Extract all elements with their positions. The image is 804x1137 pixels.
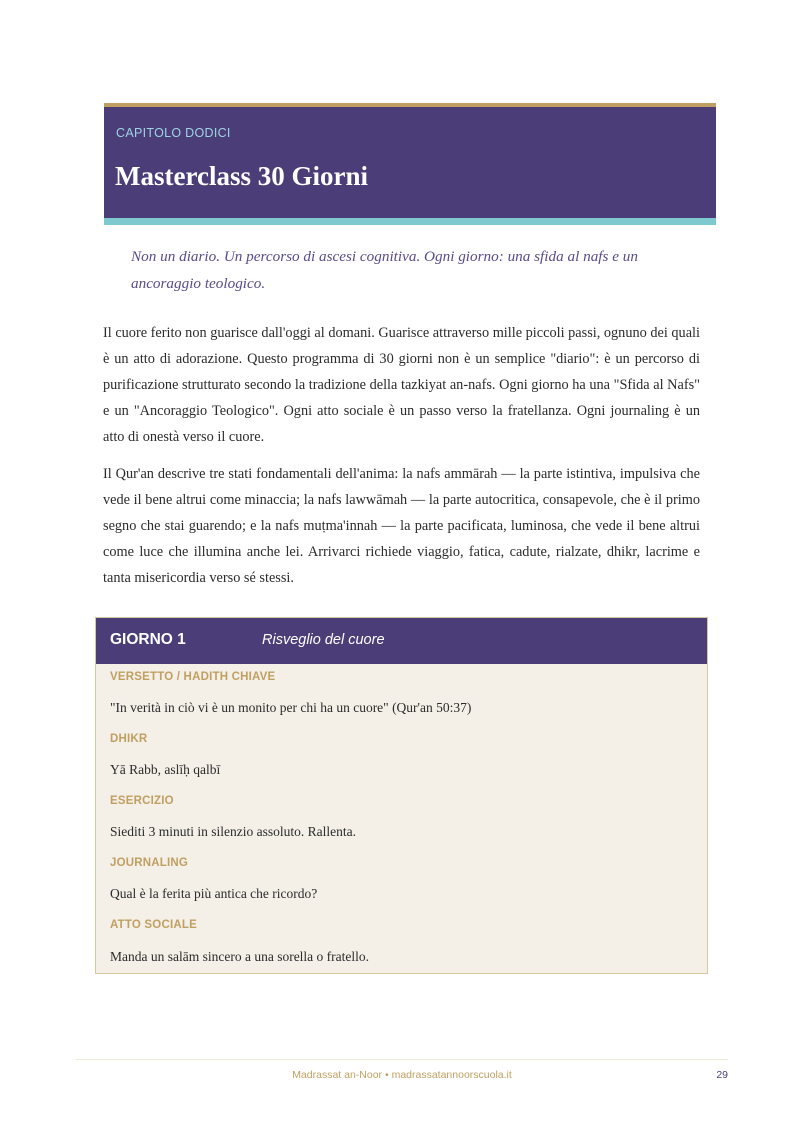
chapter-title: Masterclass 30 Giorni	[115, 161, 368, 191]
section-label-journaling: JOURNALING	[110, 857, 189, 869]
chapter-subtitle: Non un diario. Un percorso di ascesi cognitiva. Ogni giorno: una sfida al nafs e un ancoraggio teologico.	[131, 248, 638, 292]
chapter-header	[104, 103, 716, 225]
day-card	[95, 617, 708, 974]
section-label-exercise: ESERCIZIO	[110, 795, 174, 807]
chapter-label: CAPITOLO DODICI	[116, 126, 231, 140]
section-text-exercise: Siediti 3 minuti in silenzio assoluto. Rallenta.	[110, 824, 356, 839]
footer-divider	[76, 1059, 728, 1060]
section-label-verse: VERSETTO / HADITH CHIAVE	[110, 671, 276, 683]
section-text-journaling: Qual è la ferita più antica che ricordo?	[110, 886, 318, 901]
day-number: GIORNO 1	[110, 631, 186, 648]
footer-site: Madrassat an-Noor • madrassatannoorscuola.it	[292, 1069, 512, 1081]
section-text-social-act: Manda un salām sincero a una sorella o fratello.	[110, 949, 370, 964]
body-paragraph: Il cuore ferito non guarisce dall'oggi al domani. Guarisce attraverso mille piccoli passi, ognuno dei quali è un atto di adorazione. Questo programma di 30 giorni non è un semplice "diario": è un percorso di purificazione strutturato secondo la tradizione della tazkiyat an-nafs. Ogni giorno ha una "Sfida al Nafs" e un "Ancoraggio Teologico". Ogni atto sociale è un passo verso la fratellanza. Ogni journaling è un atto di onestà verso il cuore.	[103, 325, 700, 445]
day-card-header	[96, 618, 707, 664]
body-paragraph: Il Qur'an descrive tre stati fondamentali dell'anima: la nafs ammārah — la parte istintiva, impulsiva che vede il bene altrui come minaccia; la nafs lawwāmah — la parte autocritica, consapevole, che è il primo segno che stai guarendo; e la nafs muṭma'innah — la parte pacificata, luminosa, che vede il bene altrui come luce che illumina anche lei. Arrivarci richiede viaggio, fatica, cadute, rialzate, dhikr, lacrime e tanta misericordia verso sé stessi.	[103, 466, 700, 586]
section-text-dhikr: Yā Rabb, aslīḥ qalbī	[110, 762, 221, 777]
section-text-verse: "In verità in ciò vi è un monito per chi ha un cuore" (Qur'an 50:37)	[110, 700, 472, 715]
section-label-social-act: ATTO SOCIALE	[110, 919, 197, 931]
page-number: 29	[716, 1069, 728, 1081]
section-label-dhikr: DHIKR	[110, 733, 148, 745]
day-theme: Risveglio del cuore	[262, 632, 385, 648]
